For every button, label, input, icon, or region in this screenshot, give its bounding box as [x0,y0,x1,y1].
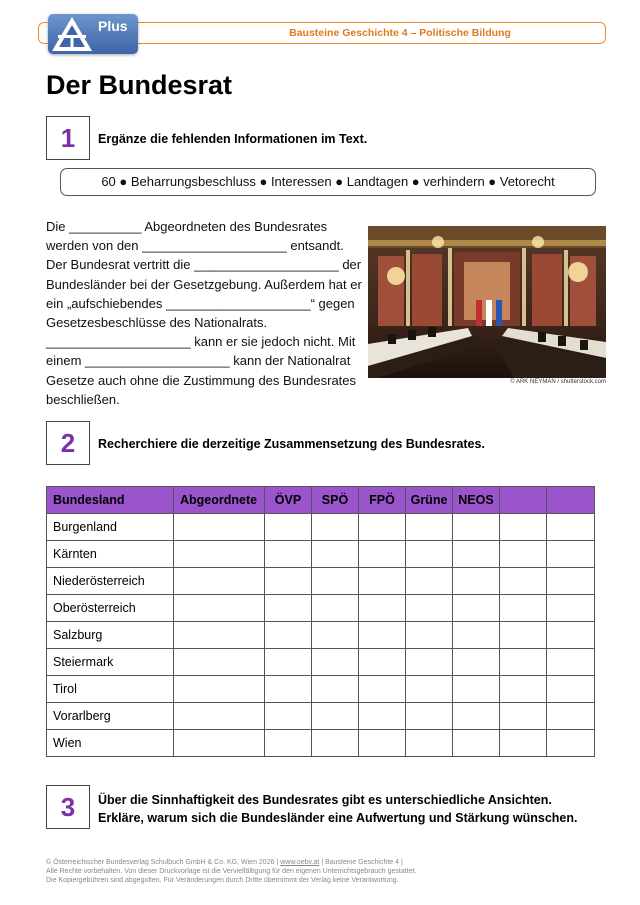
series-title: Bausteine Geschichte 4 – Politische Bildung [289,27,511,39]
answer-cell[interactable] [406,730,453,757]
answer-cell[interactable] [547,622,595,649]
word-bank: 60 ● Beharrungsbeschluss ● Interessen ● Landtagen ● verhindern ● Vetorecht [60,168,596,196]
task-3-line: Erkläre, warum sich die Bundesländer eine Aufwertung und Stärkung wünschen. [98,811,578,825]
answer-cell[interactable] [312,568,359,595]
answer-cell[interactable] [500,568,547,595]
column-header-neos: NEOS [453,487,500,514]
table-row [47,514,595,541]
footer-line [46,858,606,867]
answer-cell[interactable] [265,568,312,595]
answer-cell[interactable] [265,541,312,568]
answer-cell[interactable] [265,514,312,541]
table-row [47,676,595,703]
page-title: Der Bundesrat [46,70,233,100]
answer-cell[interactable] [312,541,359,568]
state-name-cell: Burgenland [47,514,174,541]
footer-line: Die Kopiergebühren sind abgegolten. Für Veränderungen durch Dritte übernimmt der Verlag keine Verantwortung. [46,877,399,884]
column-header-oevp: ÖVP [265,487,312,514]
answer-cell[interactable] [547,649,595,676]
answer-cell[interactable] [500,730,547,757]
answer-cell[interactable] [500,622,547,649]
column-header-bundesland: Bundesland [47,487,174,514]
answer-cell[interactable] [406,649,453,676]
triangle-logo-icon [48,14,98,54]
answer-cell[interactable] [406,622,453,649]
answer-cell[interactable] [174,595,265,622]
state-name-cell: Steiermark [47,649,174,676]
answer-cell[interactable] [453,568,500,595]
photo-credit: © ARK NEYMAN / shutterstock.com [510,379,606,385]
answer-cell[interactable] [406,568,453,595]
answer-cell[interactable] [547,595,595,622]
answer-cell[interactable] [359,676,406,703]
answer-cell[interactable] [547,676,595,703]
state-name-cell: Salzburg [47,622,174,649]
cloze-line: ein „aufschiebendes ____________________“ gegen [46,295,355,311]
answer-cell[interactable] [174,649,265,676]
answer-cell[interactable] [359,703,406,730]
state-name-cell: Kärnten [47,541,174,568]
answer-cell[interactable] [174,676,265,703]
answer-cell[interactable] [174,730,265,757]
table-header-row [47,487,595,514]
column-header-gruene: Grüne [406,487,453,514]
task-3-line: Über die Sinnhaftigkeit des Bundesrates gibt es unterschiedliche Ansichten. [98,793,552,807]
table-row [47,568,595,595]
table-row [47,622,595,649]
state-name-cell: Wien [47,730,174,757]
answer-cell[interactable] [265,703,312,730]
cloze-line: Gesetzesbeschlüsse des Nationalrats. [46,314,268,330]
table-row [47,730,595,757]
answer-cell[interactable] [406,514,453,541]
bundesrat-composition-table [46,486,595,757]
cloze-line: einem ____________________ kann der Nationalrat [46,353,351,369]
answer-cell[interactable] [265,622,312,649]
answer-cell[interactable] [265,595,312,622]
task-2-number: 2 [46,421,90,465]
answer-cell[interactable] [265,676,312,703]
state-name-cell: Vorarlberg [47,703,174,730]
task-1-number: 1 [46,116,90,160]
cloze-line: Der Bundesrat vertritt die ____________________ der [46,257,362,273]
answer-cell[interactable] [359,649,406,676]
answer-cell[interactable] [500,514,547,541]
cloze-line: beschließen. [46,391,120,407]
answer-cell[interactable] [312,514,359,541]
answer-cell[interactable] [453,541,500,568]
answer-cell[interactable] [359,568,406,595]
answer-cell[interactable] [174,541,265,568]
answer-cell[interactable] [174,568,265,595]
footer-text: | Bausteine Geschichte 4 | [319,859,403,866]
answer-cell[interactable] [359,595,406,622]
answer-cell[interactable] [453,595,500,622]
answer-cell[interactable] [312,649,359,676]
answer-cell[interactable] [406,541,453,568]
column-header-spoe: SPÖ [312,487,359,514]
state-name-cell: Niederösterreich [47,568,174,595]
answer-cell[interactable] [547,568,595,595]
answer-cell[interactable] [406,676,453,703]
answer-cell[interactable] [500,676,547,703]
answer-cell[interactable] [312,676,359,703]
answer-cell[interactable] [547,730,595,757]
table-row [47,649,595,676]
answer-cell[interactable] [547,703,595,730]
answer-cell[interactable] [312,595,359,622]
state-name-cell: Oberösterreich [47,595,174,622]
footer-text: © Österreichischer Bundesverlag Schulbuch GmbH & Co. KG, Wien 2026 | [46,859,281,866]
answer-cell[interactable] [359,622,406,649]
answer-cell[interactable] [500,649,547,676]
answer-cell[interactable] [406,595,453,622]
answer-cell[interactable] [359,541,406,568]
cloze-text [46,217,366,409]
column-header-fpoe: FPÖ [359,487,406,514]
answer-cell[interactable] [453,514,500,541]
answer-cell[interactable] [453,676,500,703]
answer-cell[interactable] [174,514,265,541]
logo-plus-label: Plus [98,18,128,34]
answer-cell[interactable] [547,514,595,541]
task-2-instruction: Recherchiere die derzeitige Zusammensetzung des Bundesrates. [98,437,485,451]
answer-cell[interactable] [453,703,500,730]
publisher-link[interactable]: www.oebv.at [280,859,320,866]
table-row [47,703,595,730]
cloze-line: Gesetze auch ohne die Zustimmung des Bundesrates [46,372,357,388]
answer-cell[interactable] [500,541,547,568]
answer-cell[interactable] [265,730,312,757]
answer-cell[interactable] [453,730,500,757]
answer-cell[interactable] [500,703,547,730]
bundesrat-chamber-photo [368,226,606,378]
answer-cell[interactable] [406,703,453,730]
answer-cell[interactable] [500,595,547,622]
cloze-line: werden von den ____________________ entsandt. [46,238,344,254]
column-header-blank [547,487,595,514]
answer-cell[interactable] [359,514,406,541]
table-row [47,595,595,622]
table-row [47,541,595,568]
footer-line: Alle Rechte vorbehalten. Von dieser Druckvorlage ist die Vervielfältigung für den eigenen Unterrichtsgebrauch gestattet. [46,868,417,875]
answer-cell[interactable] [174,622,265,649]
answer-cell[interactable] [547,541,595,568]
task-3-instruction [98,791,598,827]
cloze-line: Die __________ Abgeordneten des Bundesrates [46,219,328,234]
cloze-line: ____________________ kann er sie jedoch nicht. Mit [46,334,356,350]
answer-cell[interactable] [312,622,359,649]
task-3-number: 3 [46,785,90,829]
answer-cell[interactable] [453,622,500,649]
answer-cell[interactable] [265,649,312,676]
answer-cell[interactable] [453,649,500,676]
column-header-blank [500,487,547,514]
cloze-line: Bundesländer bei der Gesetzgebung. Außerdem hat er [46,276,362,292]
answer-cell[interactable] [312,730,359,757]
answer-cell[interactable] [174,703,265,730]
copyright-footer [46,858,606,885]
answer-cell[interactable] [359,730,406,757]
answer-cell[interactable] [312,703,359,730]
task-1-instruction: Ergänze die fehlenden Informationen im Text. [98,132,368,146]
state-name-cell: Tirol [47,676,174,703]
column-header-abgeordnete: Abgeordnete [174,487,265,514]
